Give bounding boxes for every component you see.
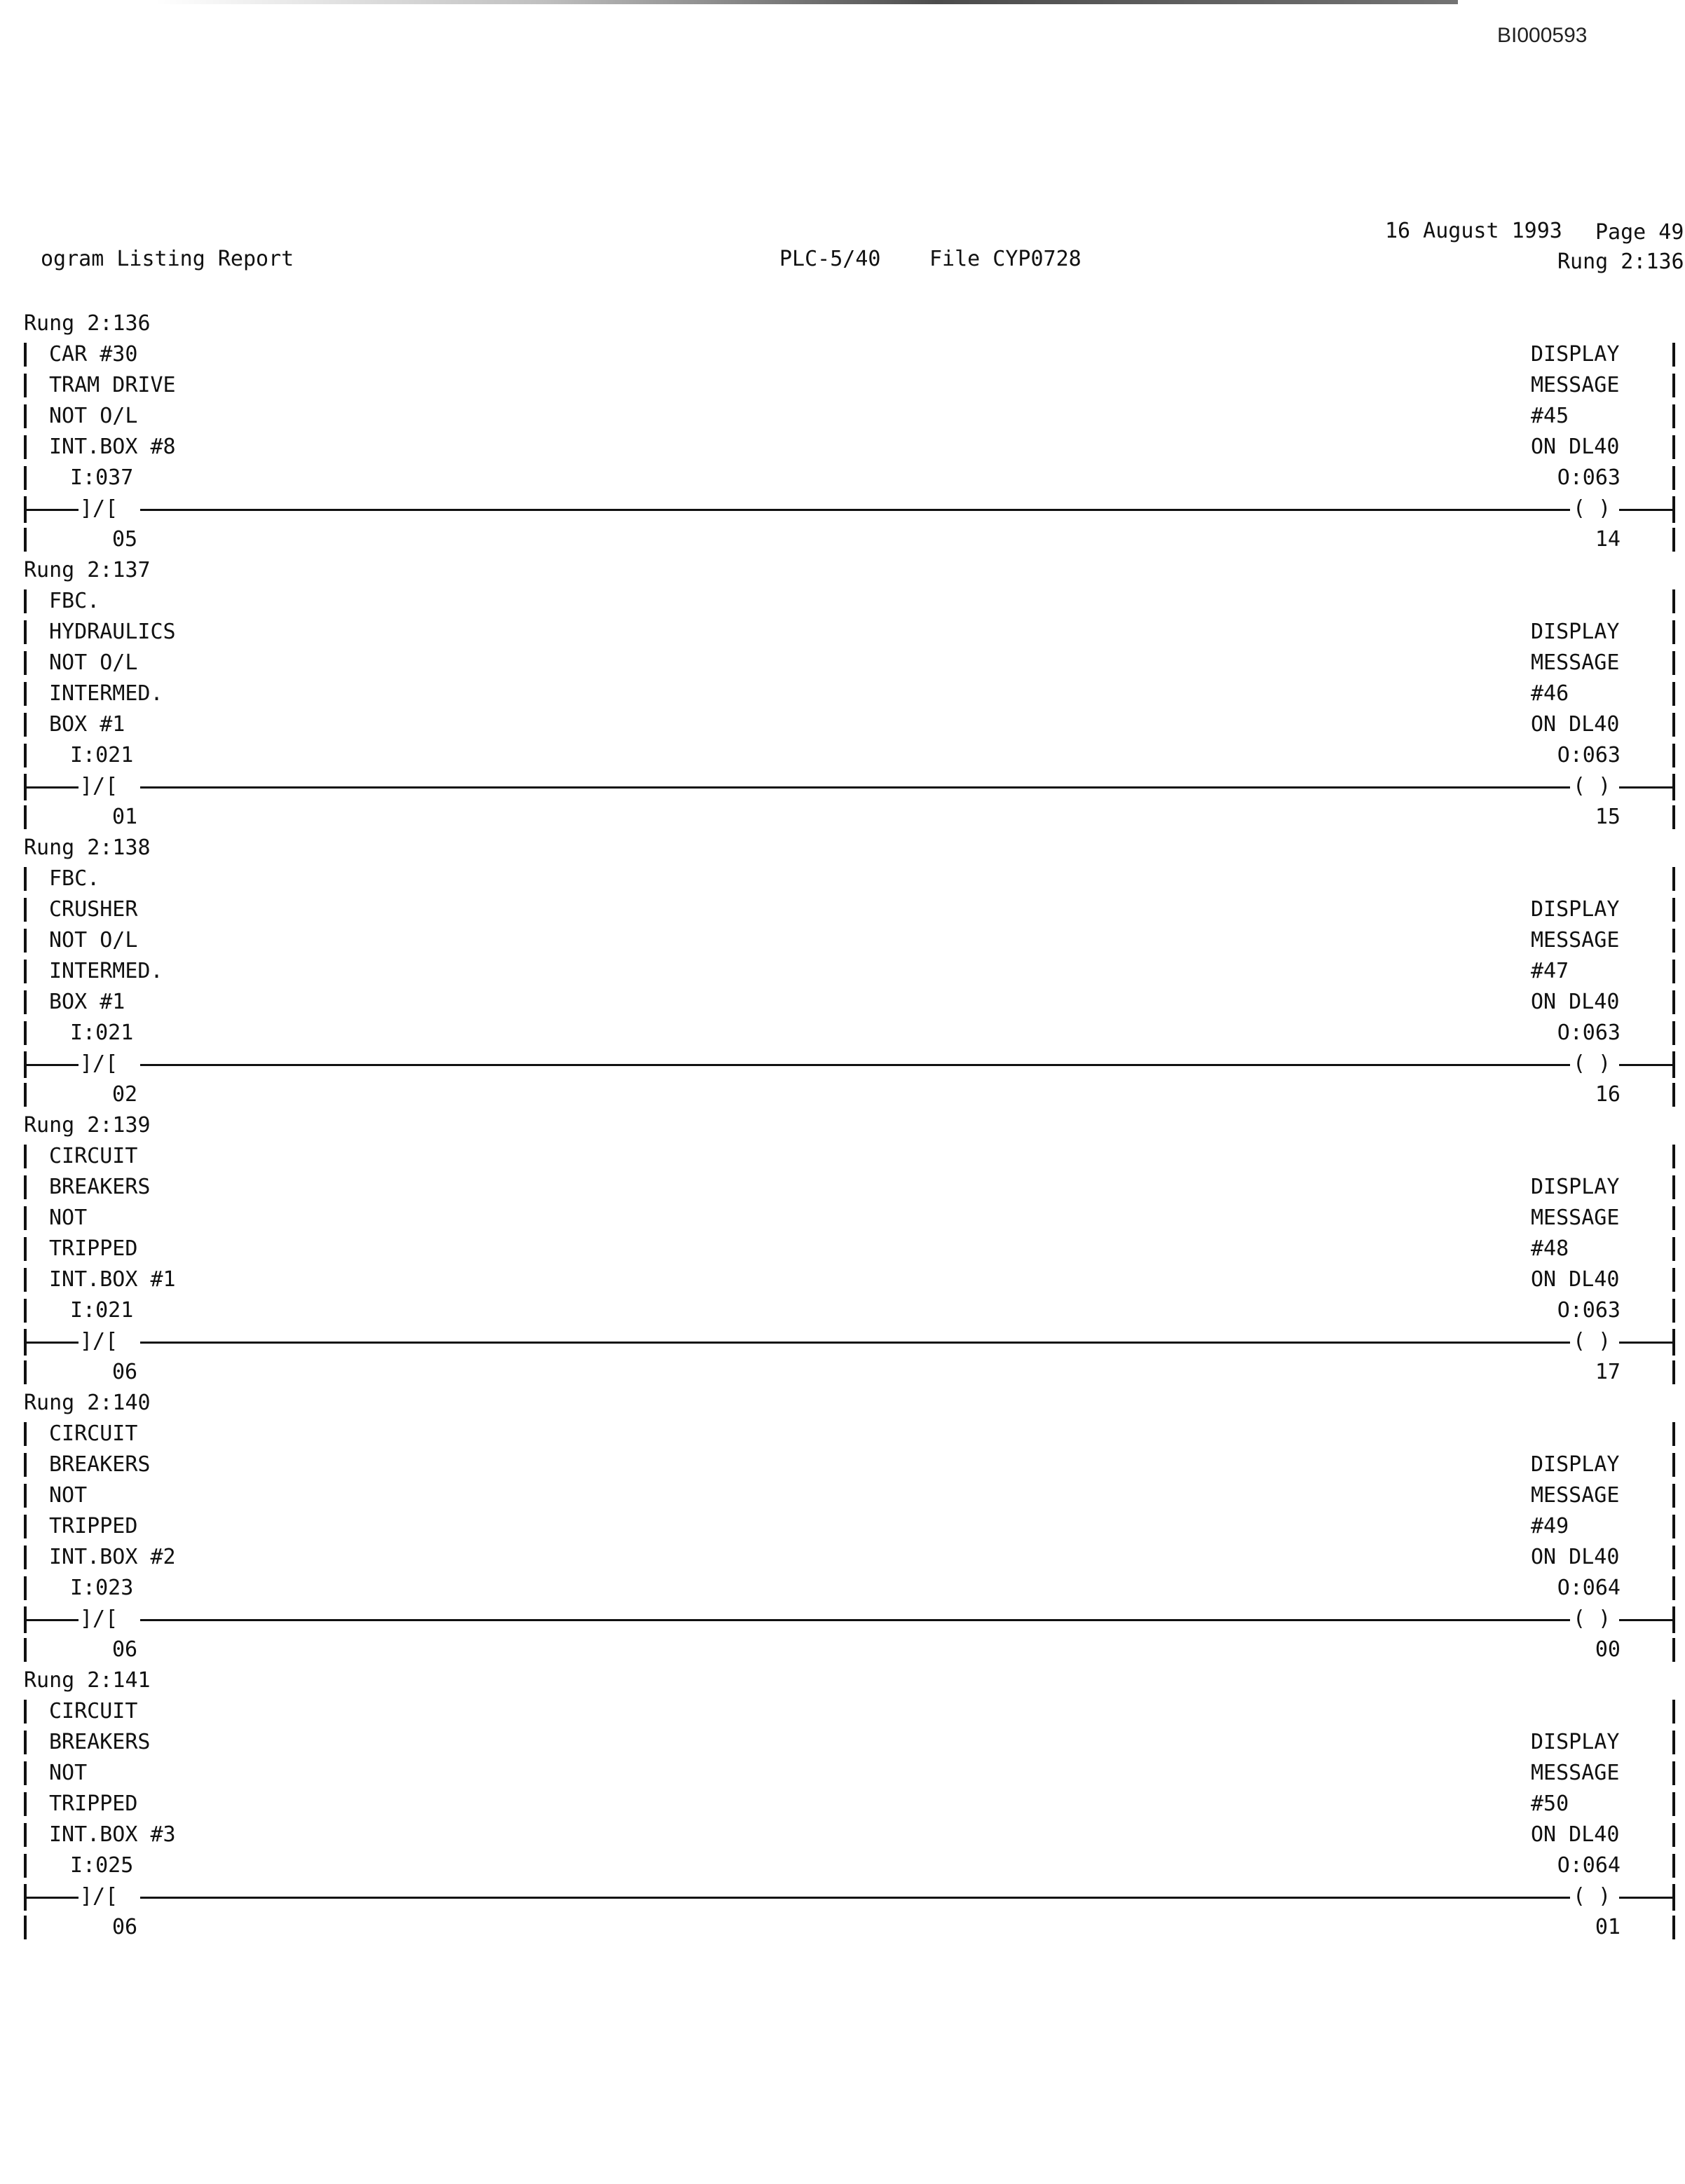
right-power-rail — [1672, 1422, 1675, 1446]
output-address: O:063 — [1557, 1021, 1621, 1045]
right-power-rail — [1672, 805, 1675, 829]
left-power-rail — [24, 1545, 27, 1569]
output-description: #49 — [1531, 1514, 1569, 1538]
output-description: ON DL40 — [1531, 712, 1620, 737]
output-description: MESSAGE — [1531, 1483, 1620, 1508]
right-power-rail — [1672, 1761, 1675, 1785]
left-power-rail — [24, 1175, 27, 1199]
rung-wire — [25, 509, 79, 511]
output-description: ON DL40 — [1531, 1822, 1620, 1847]
desc-row — [0, 1203, 1685, 1234]
rung-wire — [1619, 1897, 1674, 1899]
input-address: I:025 — [70, 1853, 134, 1878]
right-power-rail — [1672, 620, 1675, 644]
right-power-rail — [1672, 1515, 1675, 1538]
input-description: INT.BOX #8 — [49, 435, 176, 459]
right-power-rail — [1672, 1237, 1675, 1261]
desc-row — [0, 987, 1685, 1018]
right-power-rail — [1672, 1792, 1675, 1816]
input-description: CIRCUIT — [49, 1144, 138, 1168]
desc-row — [0, 1449, 1685, 1480]
output-bit: 15 — [1595, 805, 1621, 829]
left-power-rail — [24, 1299, 27, 1323]
output-bit: 14 — [1595, 527, 1621, 552]
desc-row — [0, 1696, 1685, 1727]
input-bit: 06 — [112, 1915, 138, 1939]
left-power-rail — [24, 1206, 27, 1230]
desc-row — [0, 1789, 1685, 1820]
plc-model: PLC-5/40 — [779, 247, 881, 271]
output-description: DISPLAY — [1531, 1452, 1620, 1477]
desc-row — [0, 1480, 1685, 1511]
desc-row — [0, 925, 1685, 956]
right-power-rail — [1672, 1731, 1675, 1754]
desc-row — [0, 956, 1685, 987]
input-description: BREAKERS — [49, 1175, 151, 1199]
right-power-rail — [1672, 1576, 1675, 1600]
output-description: ON DL40 — [1531, 1545, 1620, 1569]
report-title: ogram Listing Report — [41, 247, 294, 271]
desc-row — [0, 1511, 1685, 1542]
desc-row — [0, 1542, 1685, 1573]
left-power-rail — [24, 435, 27, 459]
rung-wire — [140, 1342, 1570, 1344]
right-power-rail — [1672, 343, 1675, 367]
desc-row — [0, 1727, 1685, 1758]
desc-row — [0, 1419, 1685, 1449]
output-description: ON DL40 — [1531, 435, 1620, 459]
ladder-wire-row — [0, 1326, 1685, 1357]
desc-row — [0, 432, 1685, 463]
output-description: #45 — [1531, 404, 1569, 428]
input-description: INTERMED. — [49, 959, 163, 983]
left-power-rail — [24, 1823, 27, 1847]
left-power-rail — [24, 898, 27, 922]
output-description: MESSAGE — [1531, 1206, 1620, 1230]
output-description: DISPLAY — [1531, 620, 1620, 644]
left-power-rail — [24, 374, 27, 397]
left-power-rail — [24, 1638, 27, 1662]
output-description: #46 — [1531, 681, 1569, 706]
input-address: I:021 — [70, 743, 134, 767]
left-power-rail — [24, 1916, 27, 1939]
desc-row — [0, 1234, 1685, 1264]
xio-contact-symbol: ]/[ — [80, 1606, 118, 1631]
rung-wire — [140, 509, 1570, 511]
rung-label: Rung 2:139 — [24, 1113, 151, 1138]
bit-row — [0, 1634, 1685, 1665]
input-description: INT.BOX #3 — [49, 1822, 176, 1847]
left-power-rail — [24, 466, 27, 490]
output-bit: 17 — [1595, 1360, 1621, 1384]
right-power-rail — [1672, 1145, 1675, 1168]
xio-contact-symbol: ]/[ — [80, 1329, 118, 1353]
output-coil-symbol: ( ) — [1573, 496, 1611, 521]
output-coil-symbol: ( ) — [1573, 1051, 1611, 1076]
rung-wire — [140, 786, 1570, 789]
right-power-rail — [1672, 404, 1675, 428]
left-power-rail — [24, 744, 27, 767]
right-power-rail — [1672, 1545, 1675, 1569]
output-address: O:064 — [1557, 1576, 1621, 1600]
desc-row — [0, 617, 1685, 648]
right-power-rail — [1672, 898, 1675, 922]
output-description: ON DL40 — [1531, 990, 1620, 1014]
address-row — [0, 740, 1685, 771]
input-description: BREAKERS — [49, 1452, 151, 1477]
input-description: CIRCUIT — [49, 1699, 138, 1724]
rung-block — [0, 833, 1685, 1110]
desc-row — [0, 1758, 1685, 1789]
left-power-rail — [24, 1360, 27, 1384]
output-address: O:063 — [1557, 743, 1621, 767]
rung-label: Rung 2:141 — [24, 1668, 151, 1693]
bit-row — [0, 1357, 1685, 1388]
right-power-rail — [1672, 1360, 1675, 1384]
bit-row — [0, 1079, 1685, 1110]
desc-row — [0, 339, 1685, 370]
rung-label: Rung 2:138 — [24, 835, 151, 860]
input-description: NOT O/L — [49, 404, 138, 428]
rung-wire — [1619, 1342, 1674, 1344]
input-description: TRAM DRIVE — [49, 373, 176, 397]
right-power-rail — [1672, 990, 1675, 1014]
address-row — [0, 1018, 1685, 1049]
right-power-rail — [1672, 1484, 1675, 1508]
input-description: NOT — [49, 1483, 88, 1508]
input-address: I:023 — [70, 1576, 134, 1600]
input-address: I:021 — [70, 1298, 134, 1323]
address-row — [0, 1295, 1685, 1326]
input-address: I:021 — [70, 1021, 134, 1045]
output-bit: 01 — [1595, 1915, 1621, 1939]
output-description: DISPLAY — [1531, 342, 1620, 367]
rung-block — [0, 1110, 1685, 1388]
output-description: ON DL40 — [1531, 1267, 1620, 1292]
left-power-rail — [24, 1422, 27, 1446]
right-power-rail — [1672, 682, 1675, 706]
output-coil-symbol: ( ) — [1573, 1329, 1611, 1353]
ladder-listing — [0, 308, 1685, 1943]
address-row — [0, 463, 1685, 493]
desc-row — [0, 678, 1685, 709]
left-power-rail — [24, 1515, 27, 1538]
rung-wire — [140, 1064, 1570, 1066]
input-bit: 02 — [112, 1082, 138, 1107]
address-row — [0, 1573, 1685, 1604]
output-bit: 00 — [1595, 1637, 1621, 1662]
xio-contact-symbol: ]/[ — [80, 1051, 118, 1076]
rung-label: Rung 2:140 — [24, 1391, 151, 1415]
left-power-rail — [24, 620, 27, 644]
output-description: MESSAGE — [1531, 1761, 1620, 1785]
desc-row — [0, 370, 1685, 401]
left-power-rail — [24, 1761, 27, 1785]
output-coil-symbol: ( ) — [1573, 1606, 1611, 1631]
left-power-rail — [24, 1453, 27, 1477]
input-bit: 06 — [112, 1637, 138, 1662]
output-description: #47 — [1531, 959, 1569, 983]
right-power-rail — [1672, 1823, 1675, 1847]
desc-row — [0, 894, 1685, 925]
right-power-rail — [1672, 1453, 1675, 1477]
desc-row — [0, 864, 1685, 894]
input-description: CAR #30 — [49, 342, 138, 367]
desc-row — [0, 1172, 1685, 1203]
report-date: 16 August 1993 — [1385, 219, 1562, 243]
input-description: TRIPPED — [49, 1236, 138, 1261]
address-row — [0, 1850, 1685, 1881]
desc-row — [0, 1264, 1685, 1295]
rung-wire — [25, 1897, 79, 1899]
bit-row — [0, 524, 1685, 555]
left-power-rail — [24, 404, 27, 428]
rung-block — [0, 308, 1685, 555]
right-power-rail — [1672, 867, 1675, 891]
header-rung: Rung 2:136 — [1557, 250, 1684, 274]
left-power-rail — [24, 1484, 27, 1508]
left-power-rail — [24, 1083, 27, 1107]
left-power-rail — [24, 343, 27, 367]
left-power-rail — [24, 1021, 27, 1045]
rung-wire — [1619, 1064, 1674, 1066]
desc-row — [0, 401, 1685, 432]
left-power-rail — [24, 960, 27, 983]
rung-wire — [1619, 1619, 1674, 1621]
output-description: #48 — [1531, 1236, 1569, 1261]
right-power-rail — [1672, 435, 1675, 459]
left-power-rail — [24, 1576, 27, 1600]
input-description: HYDRAULICS — [49, 620, 176, 644]
right-power-rail — [1672, 1299, 1675, 1323]
left-power-rail — [24, 1268, 27, 1292]
output-description: DISPLAY — [1531, 1730, 1620, 1754]
right-power-rail — [1672, 1083, 1675, 1107]
xio-contact-symbol: ]/[ — [80, 1884, 118, 1909]
output-address: O:063 — [1557, 465, 1621, 490]
output-description: #50 — [1531, 1791, 1569, 1816]
left-power-rail — [24, 528, 27, 552]
right-power-rail — [1672, 466, 1675, 490]
output-bit: 16 — [1595, 1082, 1621, 1107]
bit-row — [0, 802, 1685, 833]
input-description: INT.BOX #2 — [49, 1545, 176, 1569]
left-power-rail — [24, 1731, 27, 1754]
left-power-rail — [24, 682, 27, 706]
output-description: DISPLAY — [1531, 897, 1620, 922]
rung-label: Rung 2:137 — [24, 558, 151, 582]
left-power-rail — [24, 1145, 27, 1168]
input-description: FBC. — [49, 866, 100, 891]
input-description: FBC. — [49, 589, 100, 613]
left-power-rail — [24, 713, 27, 737]
output-description: DISPLAY — [1531, 1175, 1620, 1199]
left-power-rail — [24, 867, 27, 891]
right-power-rail — [1672, 651, 1675, 675]
input-description: INT.BOX #1 — [49, 1267, 176, 1292]
left-power-rail — [24, 651, 27, 675]
ladder-wire-row — [0, 1881, 1685, 1912]
rung-wire — [140, 1619, 1570, 1621]
rung-wire — [1619, 509, 1674, 511]
desc-row — [0, 586, 1685, 617]
xio-contact-symbol: ]/[ — [80, 774, 118, 798]
output-description: MESSAGE — [1531, 373, 1620, 397]
ladder-wire-row — [0, 771, 1685, 802]
input-description: NOT — [49, 1761, 88, 1785]
right-power-rail — [1672, 960, 1675, 983]
input-description: INTERMED. — [49, 681, 163, 706]
left-power-rail — [24, 805, 27, 829]
input-address: I:037 — [70, 465, 134, 490]
input-description: CIRCUIT — [49, 1421, 138, 1446]
right-power-rail — [1672, 929, 1675, 953]
right-power-rail — [1672, 713, 1675, 737]
left-power-rail — [24, 929, 27, 953]
rung-wire — [140, 1897, 1570, 1899]
desc-row — [0, 709, 1685, 740]
input-bit: 05 — [112, 527, 138, 552]
desc-row — [0, 648, 1685, 678]
file-name: File CYP0728 — [929, 247, 1082, 271]
right-power-rail — [1672, 1916, 1675, 1939]
right-power-rail — [1672, 589, 1675, 613]
rung-block — [0, 1665, 1685, 1943]
output-description: MESSAGE — [1531, 650, 1620, 675]
bates-number: BI000593 — [1497, 24, 1588, 47]
right-power-rail — [1672, 1854, 1675, 1878]
rung-wire — [1619, 786, 1674, 789]
right-power-rail — [1672, 1175, 1675, 1199]
input-description: NOT — [49, 1206, 88, 1230]
rung-block — [0, 555, 1685, 833]
input-description: TRIPPED — [49, 1514, 138, 1538]
left-power-rail — [24, 990, 27, 1014]
right-power-rail — [1672, 528, 1675, 552]
output-coil-symbol: ( ) — [1573, 774, 1611, 798]
rung-wire — [25, 1619, 79, 1621]
right-power-rail — [1672, 1268, 1675, 1292]
rung-wire — [25, 1342, 79, 1344]
input-bit: 06 — [112, 1360, 138, 1384]
input-bit: 01 — [112, 805, 138, 829]
xio-contact-symbol: ]/[ — [80, 496, 118, 521]
left-power-rail — [24, 1792, 27, 1816]
output-description: MESSAGE — [1531, 928, 1620, 953]
desc-row — [0, 1820, 1685, 1850]
ladder-wire-row — [0, 1049, 1685, 1079]
rung-label: Rung 2:136 — [24, 311, 151, 336]
input-description: BOX #1 — [49, 712, 125, 737]
rung-block — [0, 1388, 1685, 1665]
bit-row — [0, 1912, 1685, 1943]
left-power-rail — [24, 1700, 27, 1724]
input-description: BOX #1 — [49, 990, 125, 1014]
right-power-rail — [1672, 1638, 1675, 1662]
output-coil-symbol: ( ) — [1573, 1884, 1611, 1909]
right-power-rail — [1672, 1021, 1675, 1045]
desc-row — [0, 1141, 1685, 1172]
right-power-rail — [1672, 744, 1675, 767]
right-power-rail — [1672, 1206, 1675, 1230]
rung-wire — [25, 786, 79, 789]
right-power-rail — [1672, 374, 1675, 397]
scan-top-edge — [154, 0, 1458, 4]
output-address: O:064 — [1557, 1853, 1621, 1878]
input-description: NOT O/L — [49, 650, 138, 675]
input-description: TRIPPED — [49, 1791, 138, 1816]
input-description: CRUSHER — [49, 897, 138, 922]
left-power-rail — [24, 1854, 27, 1878]
input-description: BREAKERS — [49, 1730, 151, 1754]
right-power-rail — [1672, 1700, 1675, 1724]
page-number: Page 49 — [1595, 220, 1684, 245]
ladder-wire-row — [0, 493, 1685, 524]
output-address: O:063 — [1557, 1298, 1621, 1323]
rung-wire — [25, 1064, 79, 1066]
left-power-rail — [24, 1237, 27, 1261]
input-description: NOT O/L — [49, 928, 138, 953]
ladder-wire-row — [0, 1604, 1685, 1634]
left-power-rail — [24, 589, 27, 613]
